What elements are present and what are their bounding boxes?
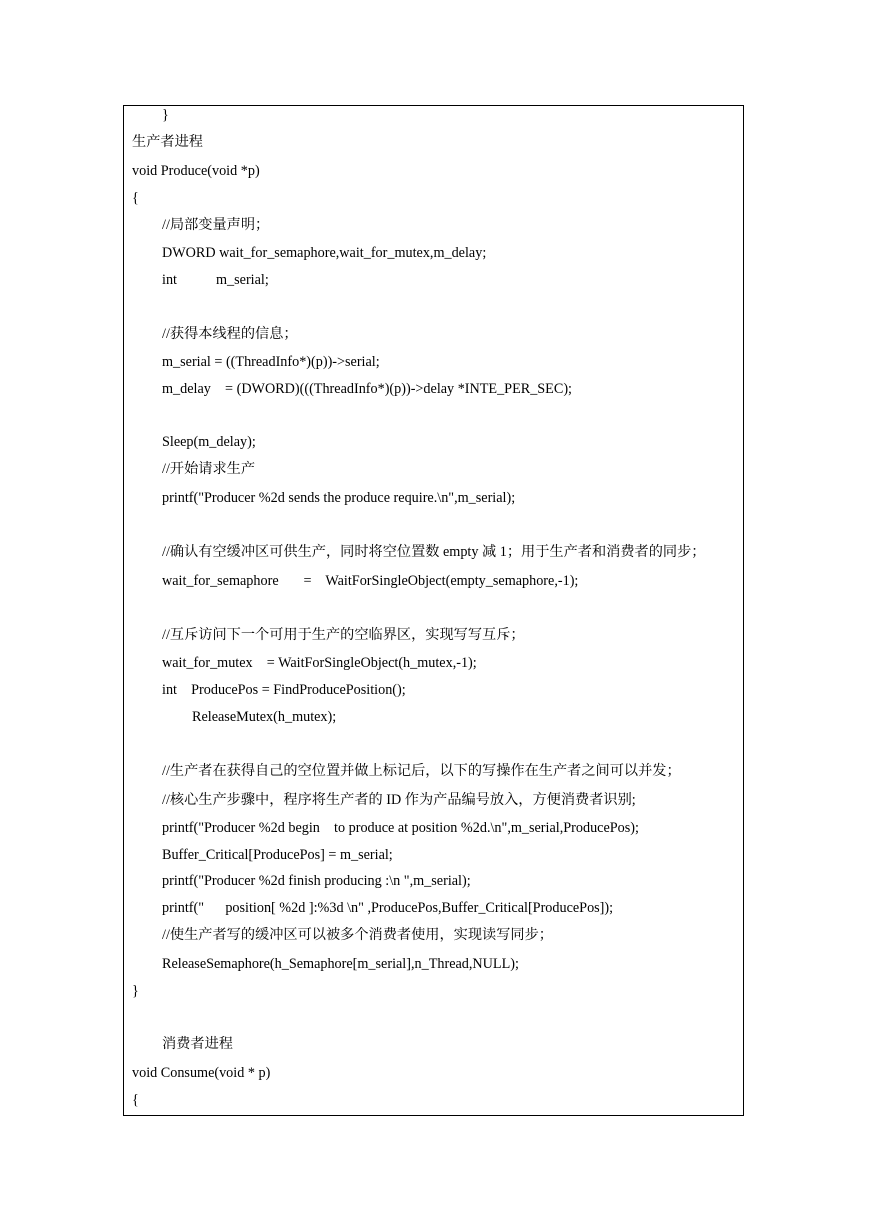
code-line: Sleep(m_delay);: [162, 434, 256, 450]
code-line: {: [132, 190, 139, 206]
code-line: ReleaseSemaphore(h_Semaphore[m_serial],n_Thread,NULL);: [162, 956, 519, 972]
code-line: wait_for_mutex = WaitForSingleObject(h_mutex,-1);: [162, 655, 477, 671]
code-line: wait_for_semaphore = WaitForSingleObject(empty_semaphore,-1);: [162, 573, 579, 589]
code-line: void Consume(void * p): [132, 1065, 271, 1081]
code-comment: //使生产者写的缓冲区可以被多个消费者使用，实现读写同步；: [162, 927, 553, 943]
code-line: {: [132, 1092, 139, 1108]
section-heading-consumer: 消费者进程: [162, 1036, 233, 1052]
code-line: Buffer_Critical[ProducePos] = m_serial;: [162, 847, 393, 863]
code-comment: //获得本线程的信息；: [162, 326, 298, 342]
section-heading-producer: 生产者进程: [132, 134, 203, 150]
code-line: printf("Producer %2d sends the produce require.\n",m_serial);: [162, 490, 516, 506]
code-comment: //核心生产步骤中，程序将生产者的 ID 作为产品编号放入，方便消费者识别;: [162, 792, 636, 808]
code-line: printf("Producer %2d begin to produce at position %2d.\n",m_serial,ProducePos);: [162, 820, 639, 836]
code-line: printf("Producer %2d finish producing :\n ",m_serial);: [162, 873, 471, 889]
code-comment: //开始请求生产: [162, 461, 256, 477]
code-line: printf(" position[ %2d ]:%3d \n" ,ProducePos,Buffer_Critical[ProducePos]);: [162, 900, 614, 916]
code-line: void Produce(void *p): [132, 163, 260, 179]
code-comment: //局部变量声明；: [162, 217, 270, 233]
code-line: int m_serial;: [162, 272, 269, 288]
code-line: }: [132, 983, 139, 999]
code-line: }: [162, 107, 169, 123]
code-line: DWORD wait_for_semaphore,wait_for_mutex,m_delay;: [162, 245, 487, 261]
code-comment: //确认有空缓冲区可供生产，同时将空位置数 empty 减 1；用于生产者和消费者的同步；: [162, 544, 706, 560]
code-listing-box: [123, 105, 744, 1116]
code-comment: //互斥访问下一个可用于生产的空临界区，实现写写互斥；: [162, 627, 525, 643]
code-comment: //生产者在获得自己的空位置并做上标记后，以下的写操作在生产者之间可以并发；: [162, 763, 681, 779]
code-line: ReleaseMutex(h_mutex);: [192, 709, 337, 725]
code-line: m_serial = ((ThreadInfo*)(p))->serial;: [162, 354, 380, 370]
code-line: int ProducePos = FindProducePosition();: [162, 682, 406, 698]
code-line: m_delay = (DWORD)(((ThreadInfo*)(p))->delay *INTE_PER_SEC);: [162, 381, 572, 397]
